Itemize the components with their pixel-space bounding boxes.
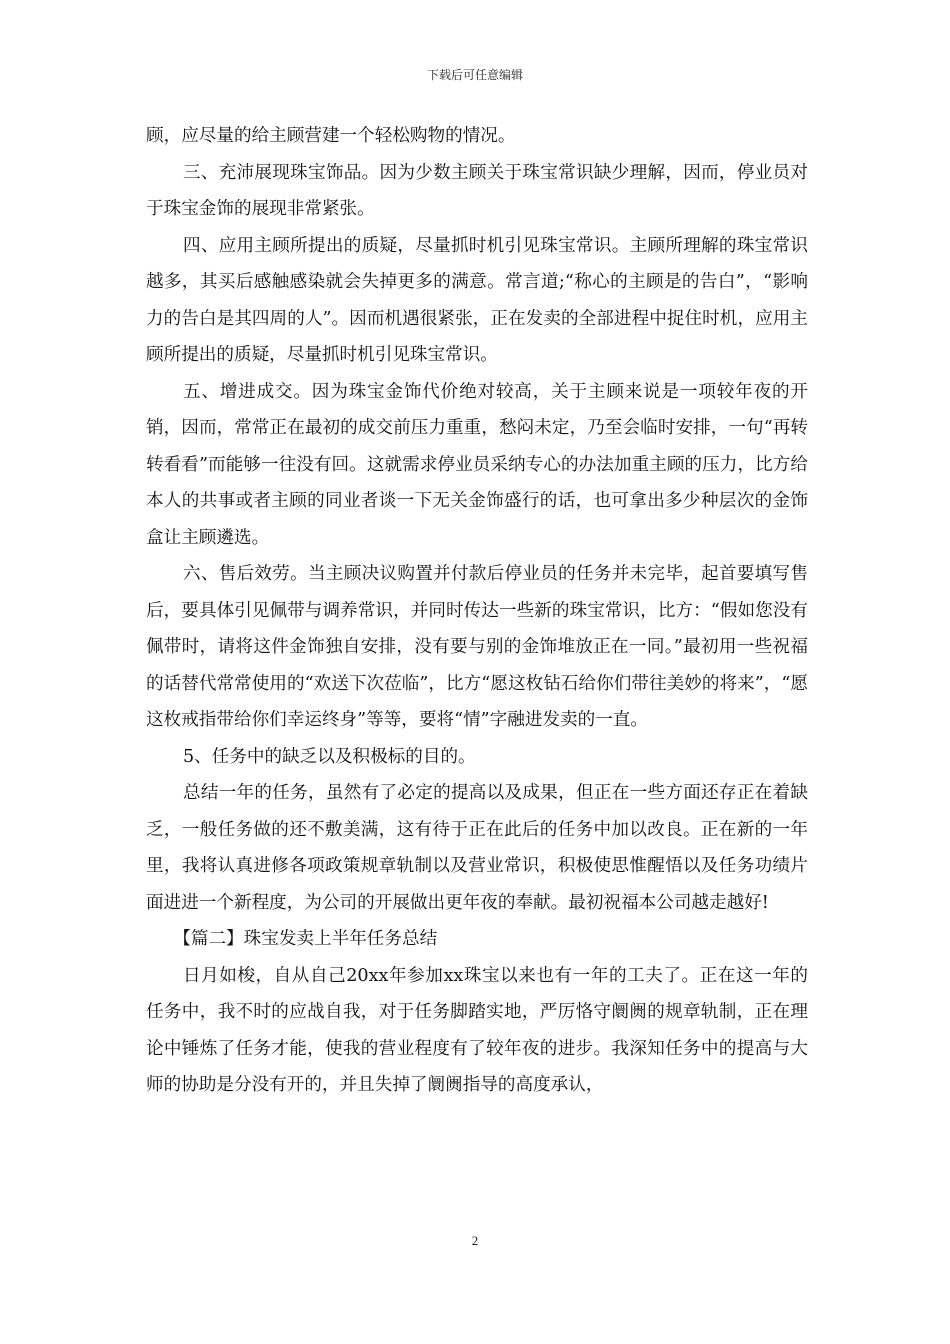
paragraph-section-three: 三、充沛展现珠宝饰品。因为少数主顾关于珠宝常识缺少理解，因而，停业员对于珠宝金饰的展现非常紧张。 (146, 162, 808, 219)
document-body (146, 118, 808, 1104)
paragraph-subheading-five: 5、任务中的缺乏以及积极标的目的。 (182, 746, 476, 767)
paragraph-part-two-intro: 日月如梭，自从自己20xx年参加xx珠宝以来也有一年的工夫了。正在这一年的任务中，我不时的应战自我，对于任务脚踏实地，严厉恪守阛阓的规章轨制，正在理论中锤炼了任务才能，使我的营业程度有了较年夜的进步。我深知任务中的提高与大师的协助是分没有开的，并且失掉了阛阓指导的高度承认， (146, 965, 808, 1095)
paragraph-section-four: 四、应用主顾所提出的质疑，尽量抓时机引见珠宝常识。主顾所理解的珠宝常识越多，其买后感触感染就会失掉更多的满意。常言道;“称心的主顾是的告白”，“影响力的告白是其四周的人”。因而机遇很紧张，正在发卖的全部进程中捉住时机，应用主顾所提出的质疑，尽量抓时机引见珠宝常识。 (146, 235, 808, 365)
paragraph-summary: 总结一年的任务，虽然有了必定的提高以及成果，但正在一些方面还存正在着缺乏，一般任务做的还不敷美满，这有待于正在此后的任务中加以改良。正在新的一年里，我将认真进修各项政策规章轨制以及营业常识，积极使思惟醒悟以及任务功绩片面进进一个新程度，为公司的开展做出更年夜的奉献。最初祝福本公司越走越好! (146, 783, 808, 913)
paragraph-section-five: 五、增进成交。因为珠宝金饰代价绝对较高，关于主顾来说是一项较年夜的开销，因而，常常正在最初的成交前压力重重，愁闷未定，乃至会临时安排，一句“再转转看看”而能够一往没有回。这就需求停业员采纳专心的办法加重主顾的压力，比方给本人的共事或者主顾的同业者谈一下无关金饰盛行的话，也可拿出多少种层次的金饰盒让主顾遴选。 (146, 381, 808, 548)
page-header: 下载后可任意编辑 (426, 68, 523, 82)
paragraph-continuation: 顾，应尽量的给主顾营建一个轻松购物的情况。 (146, 126, 516, 146)
page-number: 2 (471, 1233, 479, 1248)
paragraph-section-six: 六、售后效劳。当主顾决议购置并付款后停业员的任务并未完毕，起首要填写售后，要具体引见佩带与调养常识，并同时传达一些新的珠宝常识，比方：“假如您没有佩带时，请将这件金饰独自安排，没有要与别的金饰堆放正在一同。”最初用一些祝福的话替代常常使用的“欢送下次莅临”，比方“愿这枚钻石给你们带往美妙的将来”，“愿这枚戒指带给你们幸运终身”等等，要将“情”字融进发卖的一直。 (146, 564, 808, 730)
section-heading-part-two: 【篇二】珠宝发卖上半年任务总结 (173, 929, 438, 949)
